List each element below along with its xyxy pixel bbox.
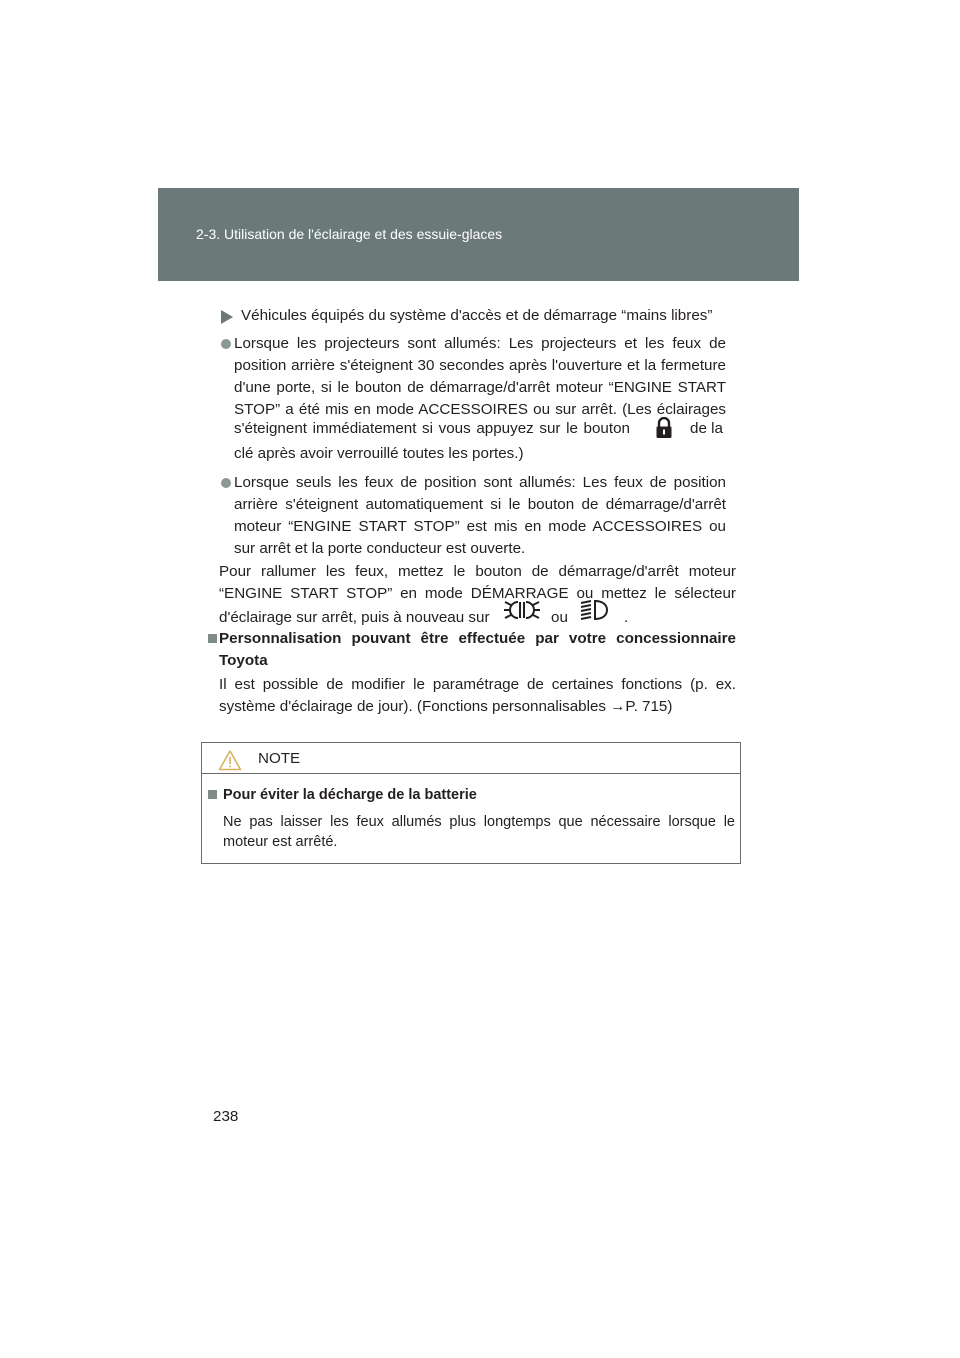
section-title: 2-3. Utilisation de l'éclairage et des essuie-glaces [196,226,503,242]
custom-text-before: système d'éclairage de jour). (Fonctions personnalisables [219,698,606,715]
triangle-bullet-icon [221,310,233,324]
subheading: Véhicules équipés du système d'accès et de démarrage “mains libres” [241,307,713,324]
bullet-dot-icon [221,339,231,349]
warning-icon [218,749,242,771]
paragraph-line: d'éclairage sur arrêt, puis à nouveau sur [219,609,490,626]
bullet2-line: arrière s'éteignent automatiquement si le bouton de démarrage/d'arrêt [234,496,726,513]
bullet-dot-icon [221,478,231,488]
section-header [158,188,799,281]
custom-text-line: Il est possible de modifier le paramétrage de certaines fonctions (p. ex. [219,676,736,693]
custom-heading-line: Personnalisation pouvant être effectuée par votre concessionnaire [219,630,736,647]
arrow-icon: → [610,698,626,715]
bullet2-line: Lorsque seuls les feux de position sont allumés: Les feux de position [234,474,726,491]
note-line: Ne pas laisser les feux allumés plus longtemps que nécessaire lorsque le [223,814,735,830]
note-line: moteur est arrêté. [223,834,338,850]
bullet1-line: position arrière s'éteignent 30 secondes après l'ouverture et la fermeture [234,357,726,374]
bullet1-line: STOP” a été mis en mode ACCESSOIRES ou sur arrêt. (Les éclairages [234,401,726,418]
bullet1-line: de la [690,420,723,437]
note-heading: Pour éviter la décharge de la batterie [223,787,477,803]
lock-icon [655,417,673,439]
bullet2-line: moteur “ENGINE START STOP” est mis en mode ACCESSOIRES ou [234,518,726,535]
bullet1-line: s'éteignent immédiatement si vous appuyez sur le bouton [234,420,630,437]
note-divider [202,773,740,774]
headlight-icon [579,597,609,623]
bullet1-line: d'une porte, si le bouton de démarrage/d'arrêt moteur “ENGINE START [234,379,726,396]
page-number: 238 [213,1108,239,1125]
custom-heading-line: Toyota [219,652,268,669]
paragraph-or: ou [551,609,568,626]
position-lights-icon [503,597,541,623]
page-reference: P. 715) [625,698,673,715]
note-box [201,742,741,864]
paragraph-line: Pour rallumer les feux, mettez le bouton de démarrage/d'arrêt moteur [219,563,736,580]
note-title: NOTE [258,750,301,767]
paragraph-end: . [624,609,629,626]
custom-text-line [219,698,672,716]
bullet1-line: Lorsque les projecteurs sont allumés: Les projecteurs et les feux de [234,335,726,352]
paragraph-line: “ENGINE START STOP” en mode DÉMARRAGE ou mettez le sélecteur [219,585,736,602]
square-bullet-icon [208,790,217,799]
bullet2-line: sur arrêt et la porte conducteur est ouverte. [234,540,526,557]
bullet1-line: clé après avoir verrouillé toutes les portes.) [234,445,524,462]
square-bullet-icon [208,634,217,643]
